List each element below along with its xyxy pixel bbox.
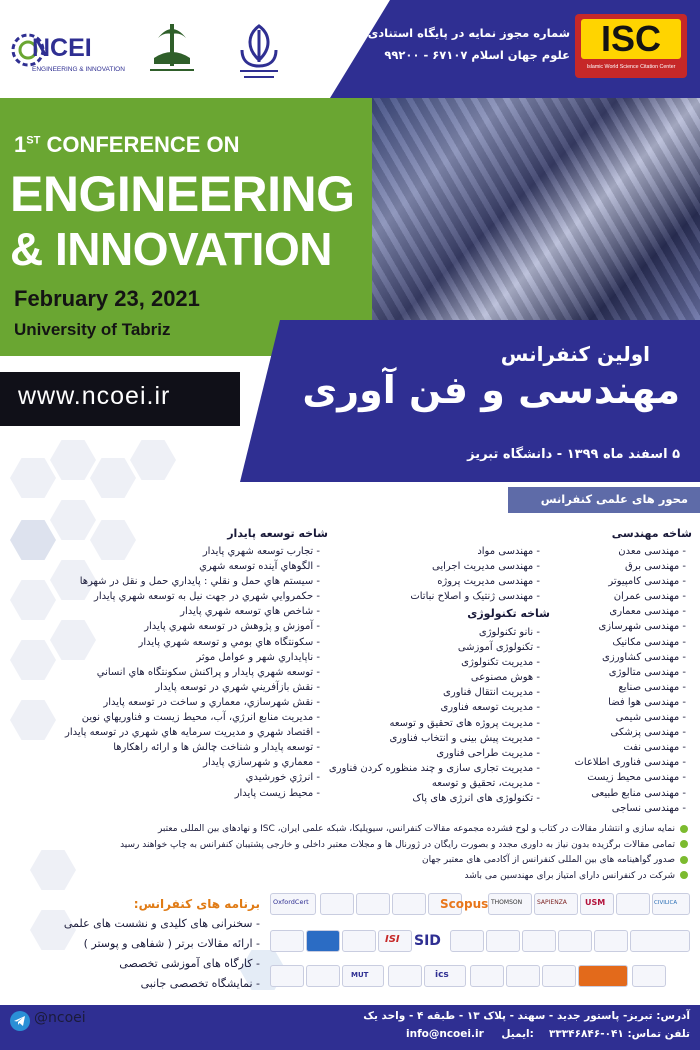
hexagon-decoration: [50, 500, 96, 540]
eng-item: [556, 801, 686, 816]
technology-branch-heading: شاخه تکنولوژی: [467, 607, 550, 620]
tech-item-text: - تکنولوژی آموزشی: [458, 642, 540, 653]
bullet-dot-icon: [680, 825, 688, 833]
hexagon-decoration: [50, 440, 96, 480]
eng-item: [556, 786, 686, 801]
eng-item-text: - مهندسی متالوژی: [609, 667, 686, 678]
eng-item-text: - مهندسی نساجی: [612, 803, 686, 814]
tech-item-text: - مدیریت پیش بینی و انتخاب فناوری: [389, 733, 540, 744]
partner-logo: [424, 965, 466, 987]
tech-item: [300, 761, 540, 776]
sid-logo: [414, 930, 446, 950]
sus-item-text: - نقش بازآفريني شهري در توسعه پايدار: [155, 682, 320, 693]
eng-item-text: - مهندسی عمران: [614, 591, 686, 602]
persian-conference-title: مهندسی و فن آوری: [302, 368, 680, 412]
notes-item: [100, 853, 688, 869]
tech-item: [300, 685, 540, 700]
website-url[interactable]: www.ncoei.ir: [18, 382, 171, 410]
ncei-logo-text: NCEI: [32, 34, 92, 62]
university-logo: [140, 18, 204, 82]
partner-logo: [486, 930, 520, 952]
partner-logo: [470, 965, 504, 987]
eng-item: [556, 589, 686, 604]
hero-machine-photo: [372, 98, 700, 320]
english-date: February 23, 2021: [14, 286, 200, 311]
partner-logo: [306, 965, 340, 987]
engineering-branch-heading: شاخه مهندسی: [611, 527, 692, 540]
scopus-label: Scopus: [440, 897, 489, 911]
isc-license-line1: شماره مجوز نمایه در پایگاه استنادی: [367, 26, 570, 40]
eng-item: [556, 695, 686, 710]
mid-top-item: [380, 544, 540, 559]
tech-item-text: - نانو تکنولوژی: [479, 627, 540, 638]
eng-item: [556, 574, 686, 589]
partner-logo: [270, 965, 304, 987]
hexagon-decoration: [10, 458, 56, 498]
eng-item: [556, 604, 686, 619]
university-emblem-icon: [140, 18, 204, 82]
conference-ordinal-line: [14, 132, 240, 158]
footer-email-group: [406, 1028, 534, 1040]
hexagon-decoration: [130, 440, 176, 480]
programs-list: [20, 914, 260, 994]
partner-logo-label: OxfordCert: [273, 898, 309, 906]
notes-item-text: تمامی مقالات برگزیده بدون نیاز به داوری مجدد و بصورت رایگان در ژورنال ها و مجلات معتبر داخلی و خارجی پشتیبان کنفرانس به چاپ خواهند رسید: [120, 839, 675, 850]
eng-item: [556, 650, 686, 665]
eng-item: [556, 710, 686, 725]
bullet-dot-icon: [680, 856, 688, 864]
partner-logo: [580, 893, 614, 915]
sus-item: [20, 589, 320, 604]
partner-logo: [342, 930, 376, 952]
eng-item-text: - مهندسی کشاورزی: [602, 652, 686, 663]
tech-item: [300, 776, 540, 791]
sus-item-text: - انرژي خورشيدي: [246, 772, 320, 783]
prog-item-text: - سخنرانی های کلیدی و نشست های علمی: [64, 917, 260, 930]
persian-first-conference: اولین کنفرانس: [500, 342, 650, 366]
engineering-mid-list: [380, 544, 540, 604]
partner-logo: [356, 893, 390, 915]
sus-item: [20, 619, 320, 634]
sus-item-text: - تجارب توسعه شهري پايدار: [203, 546, 320, 557]
mid-top-item-text: - مهندسی مواد: [477, 546, 540, 557]
partner-logo: [270, 930, 304, 952]
sustainable-branch-heading: شاخه توسعه پایدار: [227, 527, 328, 540]
footer-email[interactable]: info@ncoei.ir: [406, 1028, 484, 1040]
partners-logo-wall: [270, 893, 690, 1000]
tech-item: [300, 746, 540, 761]
eng-item: [556, 770, 686, 785]
conference-on-text: CONFERENCE ON: [46, 132, 240, 157]
mid-top-item-text: - مهندسی مدیریت اجرایی: [432, 561, 540, 572]
sus-item-text: - توسعه پايدار و شناخت چالش ها و ارائه راهكارها: [113, 742, 320, 753]
eng-item-text: - مهندسی معدن: [618, 546, 686, 557]
footer-email-label: ایمیل:: [501, 1028, 534, 1040]
eng-item-text: - مهندسی محیط زیست: [587, 772, 686, 783]
ordinal-suffix: ST: [26, 134, 41, 147]
sus-item: [20, 770, 320, 785]
title-innovation: & INNOVATION: [10, 223, 332, 275]
partner-logo-label: ISI: [385, 934, 400, 945]
partner-logo: [534, 893, 578, 915]
sus-item: [20, 635, 320, 650]
partner-logo-label: ics: [435, 970, 449, 980]
mid-top-item: [380, 589, 540, 604]
sus-item: [20, 650, 320, 665]
tech-item-text: - مدیریت طراحی فناوری: [436, 748, 540, 759]
bullet-dot-icon: [680, 871, 688, 879]
tech-item-text: - مدیریت تکنولوژی: [461, 657, 540, 668]
partner-logo: [320, 893, 354, 915]
eng-item-text: - مهندسی مکانیک: [612, 637, 686, 648]
eng-item-text: - مهندسی صنایع: [618, 682, 686, 693]
partner-logo-label: USM: [585, 898, 606, 907]
footer-address: آدرس: تبریز- پاستور جدید - سهند - پلاک ۱۳ - طبقه ۴ - واحد یک: [363, 1010, 690, 1022]
notes-item: [100, 822, 688, 838]
prog-item-text: - کارگاه های آموزشی تخصصی: [119, 957, 260, 970]
prog-item: [20, 954, 260, 974]
partner-logo: [342, 965, 384, 987]
tech-item-text: - مدیریت تجاری سازی و چند منظوره کردن فناوری: [329, 763, 540, 774]
partner-logo: [392, 893, 426, 915]
partner-logo: [578, 965, 628, 987]
sus-item-text: - ناپايداري شهر و عوامل موثر: [196, 652, 320, 663]
notes-item: [100, 838, 688, 854]
sus-item: [20, 680, 320, 695]
tech-item-text: - هوش مصنوعی: [471, 672, 540, 683]
sus-item: [20, 604, 320, 619]
partner-logo: [522, 930, 556, 952]
tech-item-text: - مدیریت توسعه فناوری: [440, 702, 540, 713]
engineering-list: [556, 544, 686, 816]
notes-item-text: نمایه سازی و انتشار مقالات در کتاب و لوح فشرده مجموعه مقالات کنفرانس، سیویلیکا، شبکه علمی ایران، ISC و نهادهای بین المللی معتبر: [157, 824, 675, 834]
eng-item: [556, 665, 686, 680]
eng-item-text: - مهندسی معماری: [609, 606, 686, 617]
partner-logo-label: SAPIENZA: [537, 899, 567, 906]
sus-item-text: - شاخص هاي توسعه شهري پايدار: [180, 606, 320, 617]
sus-item: [20, 725, 320, 740]
footer-phone: تلفن تماس: ۰۴۱-۳۳۳۴۶۸۴۶: [548, 1028, 690, 1040]
eng-item: [556, 544, 686, 559]
isc-logo-text: ISC: [581, 19, 681, 59]
sus-item-text: - محيط زيست پايدار: [235, 788, 320, 799]
partner-logo: [632, 965, 666, 987]
eng-item-text: - مهندسی شیمی: [616, 712, 686, 723]
sus-item: [20, 710, 320, 725]
sus-item: [20, 559, 320, 574]
isc-logo: [575, 14, 687, 78]
partner-logo-label: CIVILICA: [654, 900, 678, 906]
iran-emblem-icon: [228, 20, 290, 84]
partner-logo: [306, 930, 340, 952]
sus-item: [20, 786, 320, 801]
sus-item: [20, 755, 320, 770]
partner-logo: [378, 930, 412, 952]
sus-item: [20, 740, 320, 755]
sus-item-text: - سيستم هاي حمل و نقلي : پايداري حمل و نقل در شهرها: [80, 576, 320, 587]
eng-item-text: - مهندسی شهرسازی: [598, 621, 686, 632]
eng-item: [556, 559, 686, 574]
sus-item-text: - نقش شهرسازي، معماري و ساخت در توسعه پايدار: [103, 697, 320, 708]
tech-item: [300, 655, 540, 670]
partner-logo: [270, 893, 316, 915]
features-list: [100, 822, 688, 884]
eng-item-text: - مهندسی نفت: [623, 742, 686, 753]
sus-item: [20, 695, 320, 710]
partner-logo: [388, 965, 422, 987]
eng-item-text: - مهندسی برق: [625, 561, 686, 572]
partner-logo: [630, 930, 690, 952]
eng-item-text: - مهندسی هوا فضا: [608, 697, 686, 708]
title-engineering: ENGINEERING: [10, 166, 355, 222]
eng-item: [556, 619, 686, 634]
partner-logo-label: THOMSON: [491, 899, 523, 906]
mid-top-item: [380, 574, 540, 589]
mid-top-item-text: - مهندسی ژنتیک و اصلاح نباتات: [410, 591, 540, 602]
sus-item-text: - معماري و شهرسازي پايدار: [203, 757, 320, 768]
tech-item-text: - مدیریت انتقال فناوری: [443, 687, 540, 698]
eng-item: [556, 680, 686, 695]
prog-item: [20, 934, 260, 954]
tech-item: [300, 700, 540, 715]
sus-item-text: - سكونتگاه هاي بومي و توسعه شهري پايدار: [139, 637, 320, 648]
partner-logo: [506, 965, 540, 987]
isc-index-text: [360, 22, 570, 66]
bullet-dot-icon: [680, 840, 688, 848]
sus-item: [20, 665, 320, 680]
english-venue: University of Tabriz: [14, 320, 171, 339]
persian-date: ۵ اسفند ماه ۱۳۹۹ - دانشگاه تبریز: [467, 447, 680, 462]
eng-item-text: - مهندسی فناوری اطلاعات: [574, 757, 686, 768]
partner-logo: [652, 893, 690, 915]
sus-item-text: - مديريت منابع انرژي، آب، محيط زيست و فناوريهاي نوين: [82, 712, 320, 723]
programs-heading: برنامه های کنفرانس:: [133, 897, 260, 911]
prog-item-text: - ارائه مقالات برتر ( شفاهی و پوستر ): [84, 937, 260, 950]
tech-item: [300, 670, 540, 685]
ministry-logo: [228, 20, 290, 84]
sid-label: SID: [414, 933, 441, 949]
hexagon-decoration: [90, 458, 136, 498]
notes-item-text: شرکت در کنفرانس دارای امتیاز برای مهندسین می باشد: [464, 870, 675, 881]
partner-logo: [594, 930, 628, 952]
tech-item: [300, 731, 540, 746]
partner-logo: [558, 930, 592, 952]
sus-item-text: - حكمروايي شهري در جهت نيل به توسعه شهري پايدار: [94, 591, 320, 602]
mid-top-item: [380, 559, 540, 574]
partner-logo: [542, 965, 576, 987]
scopus-logo: [440, 893, 489, 913]
ncei-tagline: ENGINEERING & INNOVATION: [32, 66, 125, 73]
partner-logo-label: MUT: [351, 971, 369, 979]
ordinal-number: 1: [14, 132, 27, 157]
telegram-handle[interactable]: @ncoei: [34, 1010, 86, 1026]
tech-item: [300, 716, 540, 731]
eng-item: [556, 740, 686, 755]
axes-heading: محور های علمی کنفرانس: [540, 492, 688, 506]
eng-item: [556, 635, 686, 650]
eng-item: [556, 755, 686, 770]
partner-logo: [488, 893, 532, 915]
sus-item-text: - آموزش و پژوهش در توسعه شهري پايدار: [144, 621, 320, 632]
tech-item: [300, 791, 540, 806]
eng-item-text: - مهندسی منابع طبیعی: [591, 788, 686, 799]
partner-logo: [616, 893, 650, 915]
technology-list: [300, 625, 540, 806]
eng-item-text: - مهندسی کامپیوتر: [608, 576, 686, 587]
notes-item: [100, 869, 688, 885]
sus-item: [20, 574, 320, 589]
sus-item: [20, 544, 320, 559]
prog-item-text: - نمایشگاه تخصصی جانبی: [141, 977, 260, 990]
ncei-logo: [8, 26, 123, 82]
tech-item-text: - مدیریت پروژه های تحقیق و توسعه: [389, 718, 540, 729]
sus-item-text: - الگوهاي آينده توسعه شهري: [199, 561, 320, 572]
eng-item: [556, 725, 686, 740]
partner-logo: [450, 930, 484, 952]
hexagon-decoration: [30, 850, 76, 890]
tech-item: [300, 640, 540, 655]
sus-item-text: - اقتصاد شهري و مديريت سرمايه هاي شهري در توسعه پايدار: [65, 727, 320, 738]
telegram-icon: [10, 1011, 30, 1031]
prog-item: [20, 974, 260, 994]
isc-license-line2: علوم جهان اسلام ۶۷۱۰۷ - ۹۹۲۰۰: [384, 48, 570, 62]
tech-item-text: - تکنولوژی های انرژی های پاک: [412, 793, 540, 804]
prog-item: [20, 914, 260, 934]
tech-item-text: - مدیریت، تحقیق و توسعه: [432, 778, 540, 789]
notes-item-text: صدور گواهینامه های بین المللی کنفرانس از آکادمی های معتبر جهان: [421, 855, 675, 865]
sustainable-development-list: [20, 544, 320, 801]
sus-item-text: - توسعه شهري پايدار و پراكنش سكونتگاه هاي انساني: [97, 667, 320, 678]
isc-caption: Islamic World Science Citation Center: [586, 64, 676, 70]
mid-top-item-text: - مهندسی مدیریت پروژه: [437, 576, 540, 587]
eng-item-text: - مهندسی پزشکی: [611, 727, 686, 738]
tech-item: [300, 625, 540, 640]
